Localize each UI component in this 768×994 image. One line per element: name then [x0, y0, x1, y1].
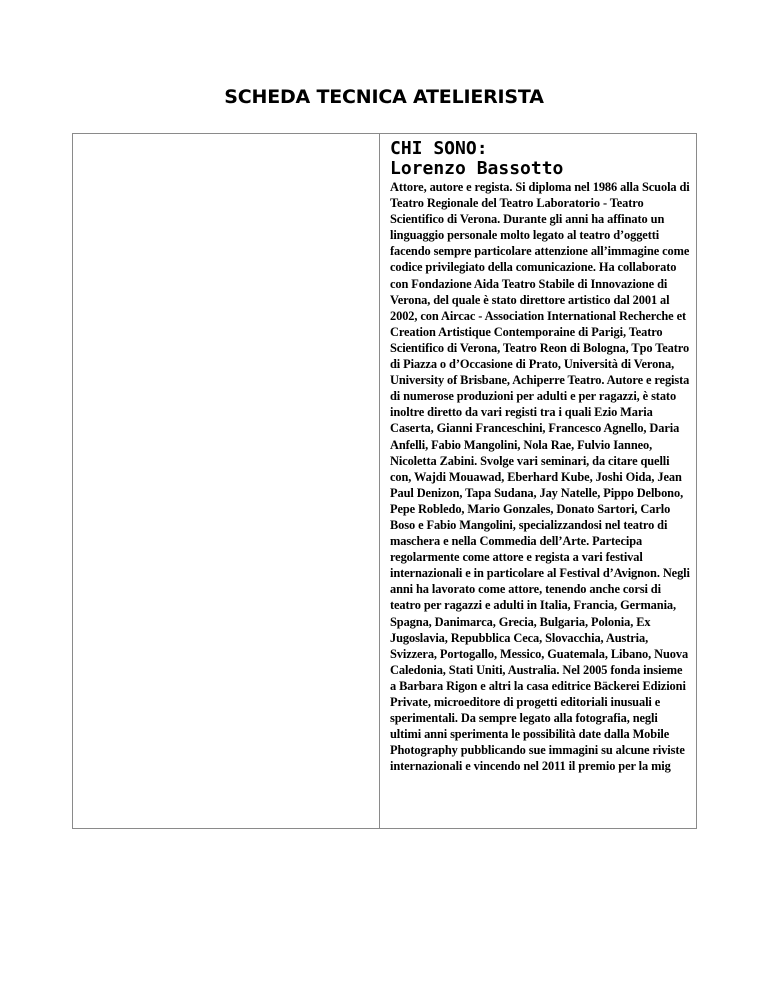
photo-cell	[73, 134, 380, 829]
bio-text: Attore, autore e regista. Si diploma nel 1986 alla Scuola di Teatro Regionale del Teatro Laboratorio - Teatro Scientifico di Verona. Durante gli anni ha affinato un linguaggio personale molto legato al teatro d’oggetti facendo sempre particolare attenzione all’immagine come codice privilegiato della comunicazione. Ha collaborato con Fondazione Aida Teatro Stabile di Innovazione di Verona, del quale è stato direttore artistico dal 2001 al 2002, con Aircac - Association International Recherche et Creation Artistique Contemporaine di Parigi, Teatro Scientifico di Verona, Teatro Reon di Bologna, Tpo Teatro di Piazza o d’Occasione di Prato, Università di Verona, University of Brisbane, Achiperre Teatro. Autore e regista di numerose produzioni per adulti e per ragazzi, è stato inoltre diretto da vari registi tra i quali Ezio Maria Caserta, Gianni Franceschini, Francesco Agnello, Daria Anfelli, Fabio Mangolini, Nola Rae, Fulvio Ianneo, Nicoletta Zabini. Svolge vari seminari, da citare quelli con, Wajdi Mouawad, Eberhard Kube, Joshi Oida, Jean Paul Denizon, Tapa Sudana, Jay Natelle, Pippo Delbono, Pepe Robledo, Mario Gonzales, Donato Sartori, Carlo Boso e Fabio Mangolini, specializzandosi nel teatro di maschera e nella Commedia dell’Arte. Partecipa regolarmente come attore e regista a vari festival internazionali e in particolare al Festival d’Avignon. Negli anni ha lavorato come attore, tenendo anche corsi di teatro per ragazzi e adulti in Italia, Francia, Germania, Spagna, Danimarca, Grecia, Bulgaria, Polonia, Ex Jugoslavia, Repubblica Ceca, Slovacchia, Austria, Svizzera, Portogallo, Messico, Guatemala, Libano, Nuova Caledonia, Stati Uniti, Australia. Nel 2005 fonda insieme a Barbara Rigon e altri la casa editrice Bäckerei Edizioni Private, microeditore di progetti editoriali inusuali e sperimentali. Da sempre legato alla fotografia, negli ultimi anni sperimenta le possibilità date dalla Mobile Photography pubblicando sue immagini su alcune riviste internazionali e vincendo nel 2011 il premio per la mig	[390, 180, 690, 774]
page-title: SCHEDA TECNICA ATELIERISTA	[224, 86, 544, 108]
table-row	[73, 134, 697, 829]
profile-table	[72, 133, 697, 829]
section-heading: CHI SONO:	[390, 138, 488, 159]
info-cell	[380, 134, 697, 829]
person-name: Lorenzo Bassotto	[390, 158, 564, 179]
